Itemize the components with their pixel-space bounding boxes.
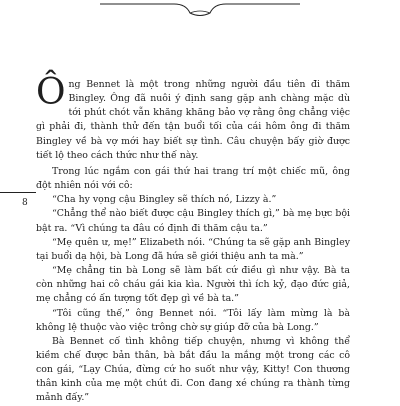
header-ornament bbox=[100, 0, 300, 18]
paragraph: “Mẹ quên ư, mẹ!” Elizabeth nói. “Chúng ta sẽ gặp anh Bingley tại buổi dạ hội, bà Long đã hứa sẽ giới thiệu anh ta mà.” bbox=[36, 236, 350, 262]
paragraph: “Chẳng thể nào biết được cậu Bingley thích gì,” bà mẹ bực bội bật ra. “Vì chúng ta đâu có định đi thăm cậu ta.” bbox=[36, 208, 350, 234]
margin-rule bbox=[0, 192, 36, 193]
paragraph-text: ng Bennet là một trong những người đầu tiên đi thăm Bingley. Ông đã nuôi ý định sang gặp anh chàng mặc dù tới phút chót vẫn khăng khăng bảo vợ rằng ông chẳng việc gì phải đi, thành thử đến tận buổi tối của cái hôm ông đi thăm Bingley về bà vợ mới hay biết sự tình. Câu chuyện bấy giờ được tiết lộ theo cách thức như thế này. bbox=[36, 79, 350, 161]
body-text bbox=[36, 72, 350, 406]
paragraph bbox=[36, 72, 350, 163]
page-number: 8 bbox=[22, 198, 28, 208]
paragraph: Bà Bennet cố tình không tiếp chuyện, nhưng vì không thể kiềm chế được bản thân, bà bắt đầu la mắng một trong các cô con gái, “Lạy Chúa, đừng cứ ho suốt như vậy, Kitty! Con thương thân kinh của mẹ một chút đi. Con đang xé chúng ra thành từng mảnh đấy.” bbox=[36, 335, 350, 404]
paragraph: Trong lúc ngắm con gái thứ hai trang trí một chiếc mũ, ông đột nhiên nói với cô: bbox=[36, 165, 350, 192]
paragraph: “Tôi cũng thế,” ông Bennet nói. “Tôi lấy làm mừng là bà không lệ thuộc vào việc trông chờ sự giúp đỡ của bà Long.” bbox=[36, 307, 350, 333]
paragraph: “Cha hy vọng cậu Bingley sẽ thích nó, Lizzy à.” bbox=[52, 194, 277, 206]
drop-cap: Ô bbox=[36, 72, 66, 113]
paragraph: “Mẹ chẳng tin bà Long sẽ làm bất cứ điều gì như vậy. Bà ta còn những hai cô cháu gái kia kìa. Người thì ích kỷ, đạo đức giả, mẹ chẳng có ấn tượng tốt đẹp gì về bà ta.” bbox=[36, 265, 350, 305]
